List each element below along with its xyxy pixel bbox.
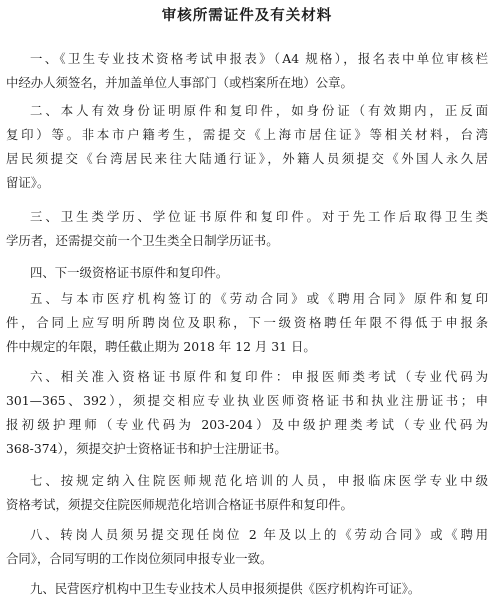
item-8-line-2: 合同》，合同写明的工作岗位须同申报专业一致。 (6, 551, 273, 566)
item-6-line-1: 六、相关准入资格证书原件和复印件：申报医师类考试（专业代码为 (30, 369, 488, 384)
item-7-line-2: 资格考试，须提交住院医师规范化培训合格证书原件和复印件。 (6, 497, 353, 512)
item-8-line-1: 八、转岗人员须另提交现任岗位 2 年及以上的《劳动合同》或《聘用 (30, 527, 488, 542)
item-3-line-2: 学历者，还需提交前一个卫生类全日制学历证书。 (6, 233, 279, 248)
item-3-line-1: 三、卫生类学历、学位证书原件和复印件。对于先工作后取得卫生类 (30, 209, 488, 224)
item-5-line-2: 件，合同上应写明所聘岗位及职称，下一级资格聘任年限不得低于申报条 (6, 315, 488, 330)
item-5-line-1: 五、与本市医疗机构签订的《劳动合同》或《聘用合同》原件和复印 (30, 291, 488, 306)
item-9-line-1: 九、民营医疗机构中卫生专业技术人员申报须提供《医疗机构许可证》。 (30, 581, 421, 596)
item-2-line-3: 居民须提交《台湾居民来往大陆通行证》，外籍人员须提交《外国人永久居 (6, 151, 488, 166)
item-5-line-3: 件中规定的年限，聘任截止期为 2018 年 12 月 31 日。 (6, 339, 316, 354)
item-7-line-1: 七、按规定纳入住院医师规范化培训的人员，申报临床医学专业中级 (30, 473, 488, 488)
item-1-line-2: 中经办人须签名，并加盖单位人事部门（或档案所在地）公章。 (6, 75, 353, 90)
item-2-line-2: 复印）等。非本市户籍考生，需提交《上海市居住证》等相关材料，台湾 (6, 127, 488, 142)
document-title: 审核所需证件及有关材料 (161, 8, 333, 24)
item-6-line-2: 301—365、392），须提交相应专业执业医师资格证书和执业注册证书；申 (6, 393, 488, 408)
item-4-line-1: 四、下一级资格证书原件和复印件。 (30, 265, 229, 280)
item-2-line-4: 留证》。 (6, 175, 50, 190)
item-6-line-4: 368-374），须提交护士资格证书和护士注册证书。 (6, 441, 287, 456)
item-1-line-1: 一、《卫生专业技术资格考试申报表》（A4 规格），报名表中单位审核栏 (30, 51, 488, 66)
item-2-line-1: 二、本人有效身份证明原件和复印件，如身份证（有效期内，正反面 (30, 103, 488, 118)
item-6-line-3: 报初级护理师（专业代码为 203-204）及中级护理类考试（专业代码为 (6, 417, 488, 432)
